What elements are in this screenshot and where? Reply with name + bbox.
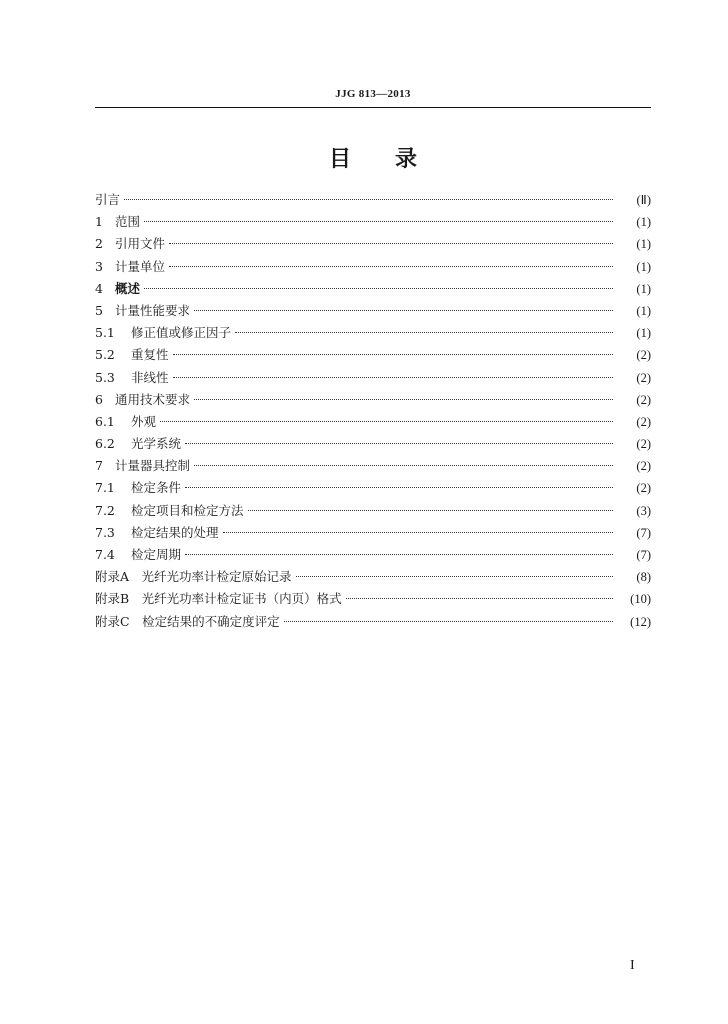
toc-leader-dots bbox=[346, 598, 613, 599]
toc-label: 附录A 光纤光功率计检定原始记录 bbox=[95, 569, 292, 585]
toc-entry[interactable] bbox=[95, 368, 651, 390]
toc-number: 5.1 bbox=[95, 325, 115, 341]
toc-entry[interactable] bbox=[95, 345, 651, 367]
toc-page: (8) bbox=[636, 570, 651, 585]
toc-page: (2) bbox=[636, 370, 651, 385]
toc-leader-dots bbox=[144, 288, 613, 289]
toc-label: 附录C 检定结果的不确定度评定 bbox=[95, 613, 280, 629]
toc-label: 概述 bbox=[115, 280, 141, 296]
toc-leader-dots bbox=[185, 487, 613, 488]
toc-label: 光学系统 bbox=[131, 436, 182, 452]
toc-number: 7 bbox=[95, 458, 103, 474]
toc-leader-dots bbox=[284, 621, 613, 622]
page-number: I bbox=[630, 958, 635, 973]
toc-page: (2) bbox=[636, 459, 651, 474]
toc-entry[interactable] bbox=[95, 234, 651, 256]
table-of-contents bbox=[95, 190, 651, 634]
toc-entry[interactable] bbox=[95, 612, 651, 634]
toc-label: 计量性能要求 bbox=[115, 302, 191, 318]
toc-leader-dots bbox=[248, 510, 613, 511]
toc-page: (12) bbox=[630, 614, 651, 629]
toc-page: (2) bbox=[636, 392, 651, 407]
toc-page: (3) bbox=[636, 503, 651, 518]
toc-number: 6.1 bbox=[95, 413, 115, 429]
toc-entry[interactable] bbox=[95, 567, 651, 589]
toc-page: (7) bbox=[636, 548, 651, 562]
toc-label: 检定项目和检定方法 bbox=[131, 502, 244, 518]
toc-label: 检定条件 bbox=[131, 480, 182, 496]
toc-number: 6 bbox=[95, 391, 103, 407]
toc-label: 重复性 bbox=[131, 347, 169, 363]
toc-leader-dots bbox=[185, 443, 613, 444]
toc-leader-dots bbox=[296, 576, 613, 577]
toc-number: 3 bbox=[95, 258, 103, 274]
toc-label: 修正值或修正因子 bbox=[131, 325, 232, 341]
toc-leader-dots bbox=[173, 377, 613, 378]
toc-page: (2) bbox=[636, 414, 651, 429]
document-code-header: JJG 813—2013 bbox=[335, 88, 411, 100]
header-rule bbox=[95, 107, 651, 108]
toc-page: (1) bbox=[636, 237, 651, 252]
toc-leader-dots bbox=[144, 221, 613, 222]
toc-leader-dots bbox=[194, 465, 613, 466]
toc-label: 检定周期 bbox=[131, 547, 182, 562]
toc-page: (2) bbox=[636, 437, 651, 452]
toc-entry[interactable] bbox=[95, 434, 651, 456]
toc-label: 引用文件 bbox=[115, 236, 166, 252]
toc-page: (2) bbox=[636, 481, 651, 496]
toc-page: (7) bbox=[636, 525, 651, 540]
toc-number: 7.2 bbox=[95, 502, 115, 518]
toc-number: 4 bbox=[95, 280, 103, 296]
toc-number: 7.4 bbox=[95, 547, 115, 562]
toc-number: 7.1 bbox=[95, 480, 115, 496]
toc-entry[interactable] bbox=[95, 190, 651, 212]
toc-leader-dots bbox=[223, 532, 613, 533]
page-title: 目录 bbox=[328, 147, 461, 172]
toc-page: (1) bbox=[636, 281, 651, 296]
toc-leader-dots bbox=[194, 310, 613, 311]
toc-number: 5 bbox=[95, 302, 103, 318]
toc-leader-dots bbox=[169, 243, 613, 244]
toc-entry[interactable] bbox=[95, 589, 651, 611]
toc-entry[interactable] bbox=[95, 523, 651, 545]
toc-leader-dots bbox=[169, 266, 613, 267]
toc-entry[interactable] bbox=[95, 478, 651, 500]
toc-entry[interactable] bbox=[95, 323, 651, 345]
toc-page: (1) bbox=[636, 326, 651, 341]
toc-page: (10) bbox=[630, 592, 651, 607]
toc-label: 检定结果的处理 bbox=[131, 524, 219, 540]
toc-entry[interactable] bbox=[95, 279, 651, 301]
toc-entry[interactable] bbox=[95, 456, 651, 478]
toc-number: 5.2 bbox=[95, 347, 115, 363]
toc-label: 非线性 bbox=[131, 369, 169, 385]
toc-entry[interactable] bbox=[95, 212, 651, 234]
toc-number: 2 bbox=[95, 236, 103, 252]
toc-entry[interactable] bbox=[95, 257, 651, 279]
toc-page: (Ⅱ) bbox=[636, 193, 651, 207]
toc-page: (2) bbox=[636, 348, 651, 363]
toc-number: 5.3 bbox=[95, 369, 115, 385]
toc-entry[interactable] bbox=[95, 390, 651, 412]
toc-number: 7.3 bbox=[95, 524, 115, 540]
toc-leader-dots bbox=[185, 554, 613, 555]
toc-leader-dots bbox=[160, 421, 613, 422]
toc-page: (1) bbox=[636, 215, 651, 230]
toc-page: (1) bbox=[636, 303, 651, 318]
toc-label: 引言 bbox=[95, 192, 121, 207]
toc-page: (1) bbox=[636, 259, 651, 274]
toc-number: 6.2 bbox=[95, 436, 115, 452]
toc-label: 通用技术要求 bbox=[115, 391, 191, 407]
toc-entry[interactable] bbox=[95, 412, 651, 434]
toc-leader-dots bbox=[194, 399, 613, 400]
toc-entry[interactable] bbox=[95, 545, 651, 567]
toc-leader-dots bbox=[173, 354, 613, 355]
toc-leader-dots bbox=[124, 199, 613, 200]
toc-entry[interactable] bbox=[95, 301, 651, 323]
toc-label: 外观 bbox=[131, 413, 157, 429]
toc-entry[interactable] bbox=[95, 501, 651, 523]
toc-label: 附录B 光纤光功率计检定证书（内页）格式 bbox=[95, 591, 342, 607]
toc-label: 计量单位 bbox=[115, 258, 166, 274]
toc-number: 1 bbox=[95, 214, 103, 230]
toc-leader-dots bbox=[235, 332, 613, 333]
toc-label: 计量器具控制 bbox=[115, 458, 191, 474]
toc-label: 范围 bbox=[115, 214, 141, 230]
